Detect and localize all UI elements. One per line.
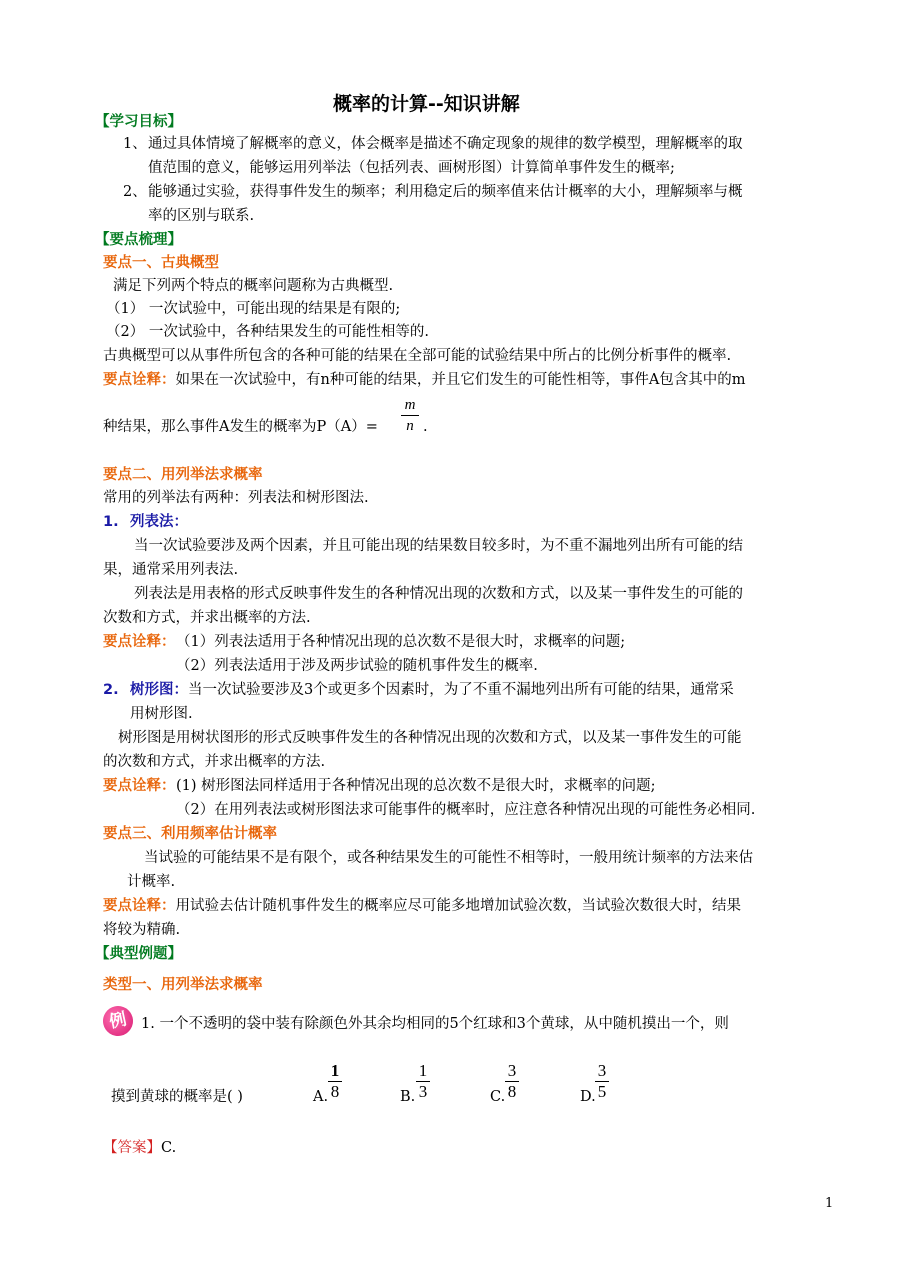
- goal-1-num: 1、: [123, 136, 147, 152]
- option-b-fraction: [416, 1062, 430, 1101]
- method1-p2b: 次数和方式，并求出概率的方法.: [103, 610, 311, 626]
- point1-note: [103, 370, 746, 390]
- point2-heading: 要点二、用列举法求概率: [103, 467, 263, 483]
- point3-note-b: 将较为精确.: [103, 922, 181, 938]
- method1-num: 1.: [103, 514, 119, 530]
- goal-2-num: 2、: [123, 184, 147, 200]
- method2-note2: （2）在用列表法或树形图法求可能事件的概率时，应注意各种情况出现的可能性务必相同.: [176, 802, 756, 818]
- answer-label: 【答案】: [103, 1140, 161, 1156]
- option-a-fraction: [328, 1062, 342, 1101]
- method1-note1: （1）列表法适用于各种情况出现的总次数不是很大时，求概率的问题;: [176, 634, 626, 650]
- option-a-den: 8: [330, 1082, 340, 1101]
- method2-note1: (1) 树形图法同样适用于各种情况出现的总次数不是很大时，求概率的问题;: [176, 778, 656, 794]
- option-c-label: C.: [490, 1089, 506, 1105]
- method2-num: 2.: [103, 682, 119, 698]
- point1-cond1: （1） 一次试验中，可能出现的结果是有限的;: [106, 301, 401, 317]
- answer-line: [103, 1138, 176, 1158]
- point2-intro: 常用的列举法有两种：列表法和树形图法.: [103, 490, 369, 506]
- method2-note-label: 要点诠释：: [103, 778, 176, 794]
- method2-p1b: 用树形图.: [130, 706, 193, 722]
- method1-p1a: 当一次试验要涉及两个因素，并且可能出现的结果数目较多时，为不重不漏地列出所有可能的结: [134, 538, 743, 554]
- point3-note-a: 用试验去估计随机事件发生的概率应尽可能多地增加试验次数，当试验次数很大时，结果: [175, 898, 741, 914]
- point3-p1b: 计概率.: [127, 874, 176, 890]
- type1-heading: 类型一、用列举法求概率: [103, 977, 263, 993]
- point3-p1a: 当试验的可能结果不是有限个，或各种结果发生的可能性不相等时，一般用统计频率的方法来估: [144, 850, 753, 866]
- method1-p2a: 列表法是用表格的形式反映事件发生的各种情况出现的次数和方式，以及某一事件发生的可能的: [134, 586, 743, 602]
- examples-heading: 【典型例题】: [95, 946, 182, 962]
- option-d-label: D.: [580, 1089, 596, 1105]
- goal-2-line1: 能够通过实验，获得事件发生的频率；利用稳定后的频率值来估计概率的大小，理解频率与概: [148, 184, 743, 200]
- option-a-num: 1: [330, 1061, 340, 1080]
- option-b-label: B.: [400, 1089, 416, 1105]
- outline-heading: 【要点梳理】: [95, 232, 182, 248]
- method1-title: 列表法：: [130, 514, 188, 530]
- method2-p1a: 当一次试验要涉及3个或更多个因素时，为了不重不漏地列出所有可能的结果，通常采: [188, 682, 734, 698]
- point3-note: [103, 896, 741, 916]
- option-a-label: A.: [313, 1089, 329, 1105]
- method1-note2: （2）列表法适用于涉及两步试验的随机事件发生的概率.: [176, 658, 538, 674]
- fraction-denominator: n: [406, 418, 414, 434]
- method2-title: 树形图：: [130, 682, 188, 698]
- option-d-num: 3: [597, 1061, 607, 1080]
- point3-heading: 要点三、利用频率估计概率: [103, 826, 277, 842]
- fraction-numerator: m: [404, 397, 416, 413]
- note-label: 要点诠释：: [103, 372, 176, 388]
- method2-p2b: 的次数和方式，并求出概率的方法.: [103, 754, 326, 770]
- option-b-den: 3: [418, 1082, 428, 1101]
- option-b-num: 1: [418, 1061, 428, 1080]
- point1-desc: 古典概型可以从事件所包含的各种可能的结果在全部可能的试验结果中所占的比例分析事件的概率.: [103, 348, 732, 364]
- option-c-num: 3: [507, 1061, 517, 1080]
- method1-p1b: 果，通常采用列表法.: [103, 562, 239, 578]
- page-title: 概率的计算--知识讲解: [333, 93, 520, 115]
- point1-intro: 满足下列两个特点的概率问题称为古典概型.: [113, 278, 394, 294]
- method1-note-label: 要点诠释：: [103, 634, 176, 650]
- note-text: 如果在一次试验中，有n种可能的结果，并且它们发生的可能性相等，事件A包含其中的m: [175, 372, 746, 388]
- method2-line1: [130, 680, 734, 700]
- goals-heading: 【学习目标】: [95, 114, 182, 130]
- option-d-den: 5: [597, 1082, 607, 1101]
- method2-p2a: 树形图是用树状图形的形式反映事件发生的各种情况出现的次数和方式，以及某一事件发生的可能: [118, 730, 742, 746]
- page-number: 1: [825, 1196, 834, 1211]
- point1-heading: 要点一、古典概型: [103, 255, 219, 271]
- option-c-fraction: [505, 1062, 519, 1101]
- fraction-m-over-n: [401, 396, 419, 435]
- question-line2: 摸到黄球的概率是( ): [111, 1089, 243, 1105]
- option-c-den: 8: [507, 1082, 517, 1101]
- goal-1-line2: 值范围的意义，能够运用列举法（包括列表、画树形图）计算简单事件发生的概率;: [148, 160, 675, 176]
- goal-1-line1: 通过具体情境了解概率的意义，体会概率是描述不确定现象的规律的数学模型，理解概率的取: [148, 136, 743, 152]
- point1-cond2: （2） 一次试验中，各种结果发生的可能性相等的.: [106, 324, 429, 340]
- option-d-fraction: [595, 1062, 609, 1101]
- point3-note-label: 要点诠释：: [103, 898, 176, 914]
- point1-note-line2: 种结果，那么事件A发生的概率为P（A）=: [103, 419, 378, 435]
- answer-value: C.: [161, 1140, 177, 1156]
- question-line1: 1. 一个不透明的袋中装有除颜色外其余均相同的5个红球和3个黄球，从中随机摸出一个，则: [141, 1016, 729, 1032]
- goal-2-line2: 率的区别与联系.: [148, 208, 255, 224]
- fraction-period: .: [423, 419, 428, 435]
- example-badge-icon: 例: [100, 1003, 136, 1039]
